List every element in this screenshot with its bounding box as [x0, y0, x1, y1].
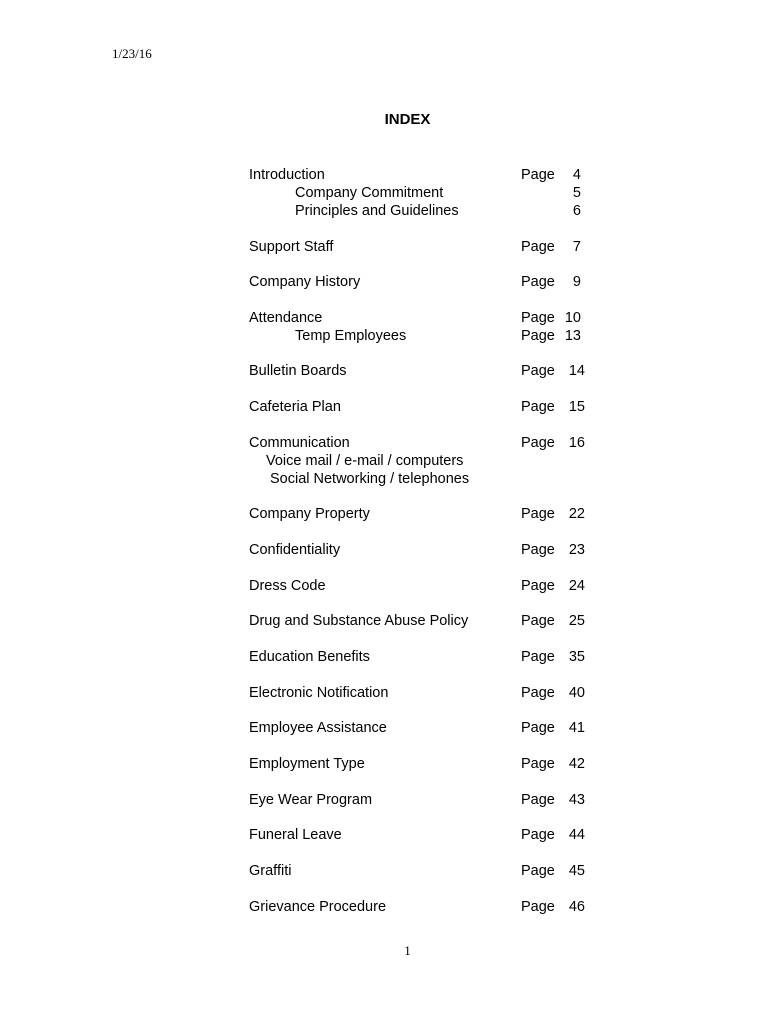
entry-page-word: Page — [521, 542, 555, 558]
entry-page-number: 7 — [572, 239, 581, 255]
entry-label: Social Networking / telephones — [270, 471, 470, 487]
entry-label: Funeral Leave — [249, 827, 342, 843]
entry-label: Employment Type — [249, 756, 365, 772]
entry-label: Electronic Notification — [249, 685, 389, 701]
entry-page-word: Page — [521, 363, 555, 379]
entry-page-number: 41 — [568, 720, 585, 736]
page-number: 1 — [404, 943, 411, 958]
index-entry-confidentiality — [249, 541, 609, 559]
index-entry-drug-substance-policy — [249, 612, 609, 630]
entry-page-number: 46 — [568, 899, 585, 915]
entry-page-word: Page — [521, 310, 555, 326]
index-entry-electronic-notification — [249, 684, 609, 702]
entry-page-number: 23 — [568, 542, 585, 558]
index-entry-cafeteria-plan — [249, 398, 609, 416]
entry-label: Company History — [249, 274, 361, 290]
entry-page-word: Page — [521, 720, 555, 736]
index-entry-introduction — [249, 166, 609, 184]
entry-page-word: Page — [521, 506, 555, 522]
index-entry-education-benefits — [249, 648, 609, 666]
entry-page-word: Page — [521, 274, 555, 290]
entry-page-word: Page — [521, 167, 555, 183]
entry-label: Graffiti — [249, 863, 292, 879]
entry-page-word: Page — [521, 239, 555, 255]
entry-label: Temp Employees — [295, 328, 407, 344]
entry-page-word: Page — [521, 328, 555, 344]
index-entry-attendance — [249, 309, 609, 327]
entry-page-number: 35 — [568, 649, 585, 665]
entry-page-number: 40 — [568, 685, 585, 701]
entry-label: Bulletin Boards — [249, 363, 347, 379]
entry-page-number: 43 — [568, 792, 585, 808]
entry-page-number: 44 — [568, 827, 585, 843]
index-entry-dress-code — [249, 577, 609, 595]
index-entry-support-staff — [249, 238, 609, 256]
index-entry-employee-assistance — [249, 719, 609, 737]
entry-page-word: Page — [521, 649, 555, 665]
entry-label: Drug and Substance Abuse Policy — [249, 613, 469, 629]
entry-page-word: Page — [521, 899, 555, 915]
entry-page-word: Page — [521, 578, 555, 594]
index-entry-graffiti — [249, 862, 609, 880]
entry-label: Introduction — [249, 167, 325, 183]
entry-label: Principles and Guidelines — [295, 203, 459, 219]
entry-label: Dress Code — [249, 578, 326, 594]
index-entry-social-networking — [249, 470, 609, 488]
index-entry-communication — [249, 434, 609, 452]
entry-label: Company Commitment — [295, 185, 444, 201]
entry-label: Education Benefits — [249, 649, 370, 665]
entry-page-number: 10 — [564, 310, 581, 326]
entry-page-word: Page — [521, 756, 555, 772]
entry-label: Voice mail / e-mail / computers — [266, 453, 464, 469]
entry-page-word: Page — [521, 792, 555, 808]
entry-label: Grievance Procedure — [249, 899, 387, 915]
index-entry-bulletin-boards — [249, 362, 609, 380]
entry-page-word: Page — [521, 613, 555, 629]
entry-page-number: 42 — [568, 756, 585, 772]
entry-page-number: 13 — [564, 328, 581, 344]
entry-label: Company Property — [249, 506, 370, 522]
index-entry-principles-guidelines — [249, 202, 609, 220]
entry-page-number: 16 — [568, 435, 585, 451]
index-entry-temp-employees — [249, 327, 609, 345]
entry-label: Confidentiality — [249, 542, 341, 558]
entry-page-number: 15 — [568, 399, 585, 415]
index-entry-company-history — [249, 273, 609, 291]
entry-page-number: 9 — [572, 274, 581, 290]
index-entry-company-commitment — [249, 184, 609, 202]
entry-label: Cafeteria Plan — [249, 399, 341, 415]
entry-label: Attendance — [249, 310, 323, 326]
entry-page-number: 25 — [568, 613, 585, 629]
entry-page-word: Page — [521, 685, 555, 701]
entry-page-word: Page — [521, 863, 555, 879]
entry-page-number: 14 — [568, 363, 585, 379]
entry-page-number: 22 — [568, 506, 585, 522]
index-title: INDEX — [384, 111, 431, 128]
index-entry-grievance-procedure — [249, 898, 609, 916]
entry-label: Communication — [249, 435, 350, 451]
entry-page-number: 45 — [568, 863, 585, 879]
entry-page-number: 6 — [572, 203, 581, 219]
index-entry-voice-mail — [249, 452, 609, 470]
entry-page-word: Page — [521, 435, 555, 451]
entry-label: Support Staff — [249, 239, 334, 255]
entry-page-number: 24 — [568, 578, 585, 594]
entry-page-word: Page — [521, 827, 555, 843]
entry-page-word: Page — [521, 399, 555, 415]
entry-label: Eye Wear Program — [249, 792, 373, 808]
entry-page-number: 5 — [572, 185, 581, 201]
index-entry-eye-wear-program — [249, 791, 609, 809]
entry-page-number: 4 — [572, 167, 581, 183]
index-entry-funeral-leave — [249, 826, 609, 844]
index-entry-company-property — [249, 505, 609, 523]
index-entry-employment-type — [249, 755, 609, 773]
document-date: 1/23/16 — [112, 46, 152, 61]
entry-label: Employee Assistance — [249, 720, 387, 736]
